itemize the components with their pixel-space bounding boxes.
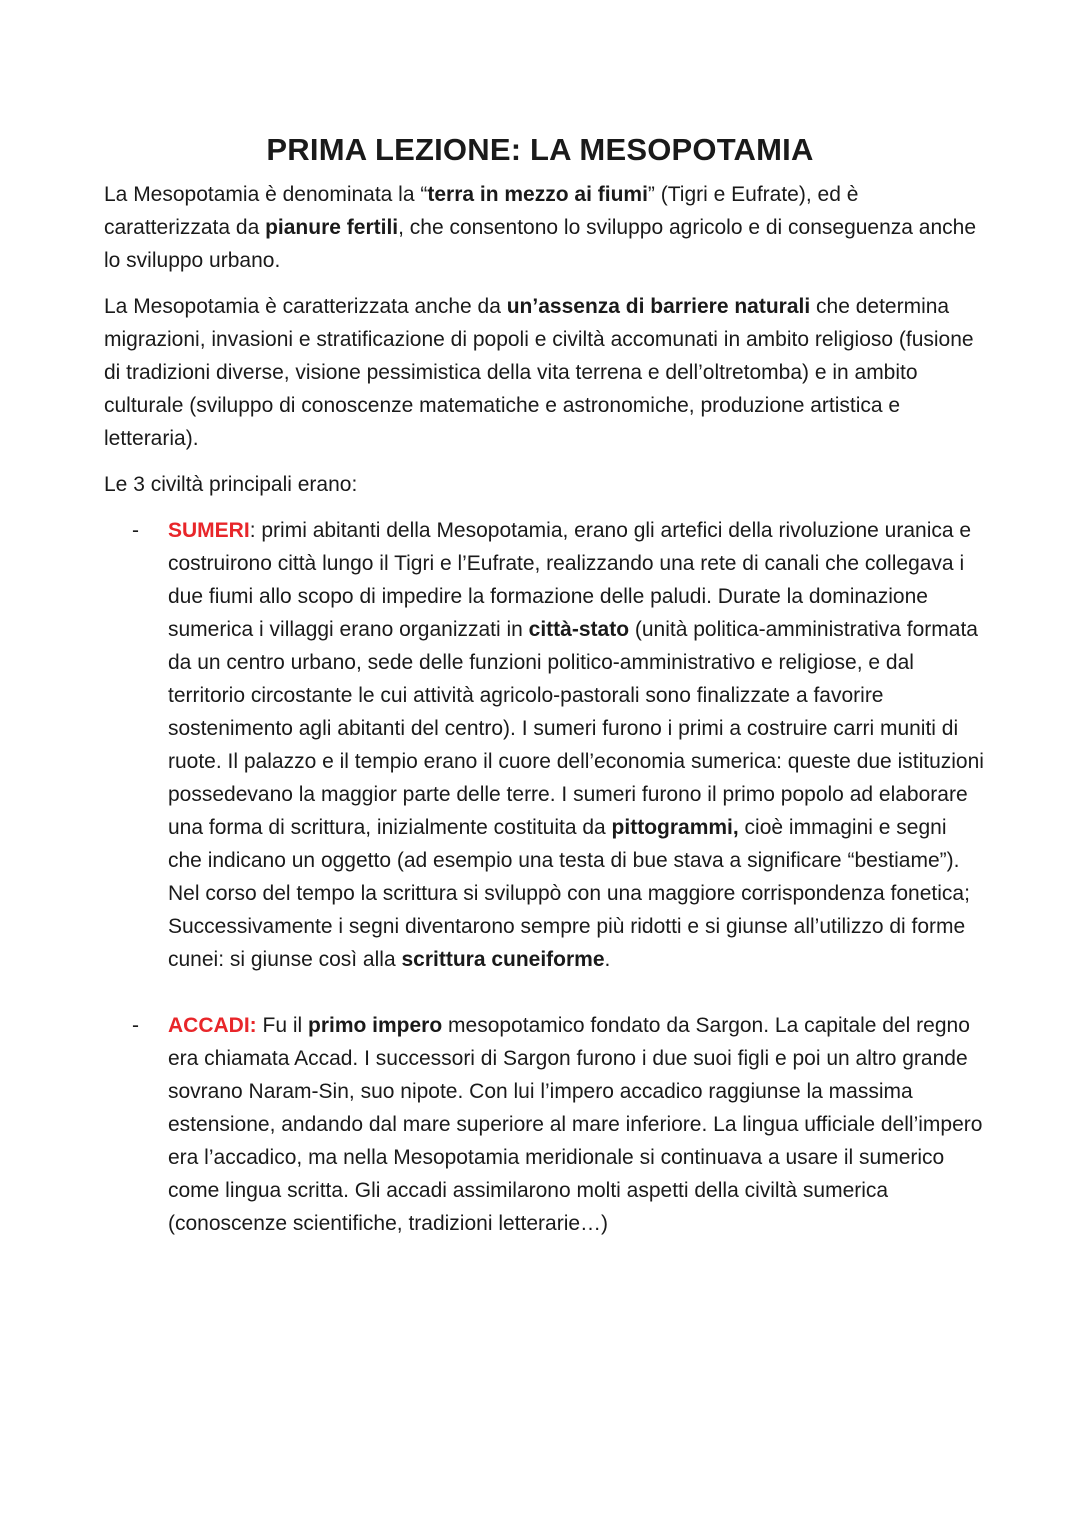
text-run: La Mesopotamia è caratterizzata anche da xyxy=(104,295,507,318)
text-run: ” (Tigri e Eufrate), ed è caratterizzata da xyxy=(104,183,859,239)
text-run: cioè immagini e segni che indicano un oggetto (ad esempio una testa di bue stava a significare “bestiame”). Nel corso del tempo la scrittura si sviluppò con una maggiore corrispondenza fonetica; Successivamente i segni diventarono sempre più ridotti e si giunse all’utilizzo di forme cunei: si giunse così alla xyxy=(168,816,970,971)
paragraph-intro-geography xyxy=(104,178,984,277)
bold-term: terra in mezzo ai fiumi xyxy=(427,183,648,206)
page-title: PRIMA LEZIONE: LA MESOPOTAMIA xyxy=(266,132,814,167)
bullet-dash: - xyxy=(132,519,139,542)
civilization-name: ACCADI: xyxy=(168,1014,257,1037)
text-run: (unità politica-amministrativa formata da un centro urbano, sede delle funzioni politico-amministrativo e religiose, e dal territorio circostante le cui attività agricolo-pastorali sono finalizzate a favorire sostenimento agli abitanti del centro). I sumeri furono i primi a costruire carri muniti di ruote. Il palazzo e il tempio erano il cuore dell’economia sumerica: queste due istituzioni possedevano la maggior parte delle terre. I sumeri furono il primo popolo ad elaborare una forma di scrittura, inizialmente costituita da xyxy=(168,618,984,839)
civilizations-list xyxy=(104,514,984,1240)
bullet-dash: - xyxy=(132,1014,139,1037)
civilization-name: SUMERI xyxy=(168,519,250,542)
bold-term: città-stato xyxy=(528,618,630,641)
document-page xyxy=(104,132,984,1240)
paragraph-barriers xyxy=(104,290,984,455)
bold-term: pittogrammi, xyxy=(611,816,739,839)
list-item-accadi xyxy=(102,1009,984,1240)
text-run: mesopotamico fondato da Sargon. La capitale del regno era chiamata Accad. I successori di Sargon furono i due suoi figli e poi un altro grande sovrano Naram-Sin, suo nipote. Con lui l’impero accadico raggiunse la massima estensione, andando dal mare superiore al mare inferiore. La lingua ufficiale dell’impero era l’accadico, ma nella Mesopotamia meridionale si continuava a usare il sumerico come lingua scritta. Gli accadi assimilarono molti aspetti della civiltà sumerica (conoscenze scientifiche, tradizioni letterarie…) xyxy=(168,1014,983,1235)
list-item-sumeri xyxy=(102,514,984,976)
bold-term: primo impero xyxy=(308,1014,443,1037)
text-run: che determina migrazioni, invasioni e stratificazione di popoli e civiltà accomunati in ambito religioso (fusione di tradizioni diverse, visione pessimistica della vita terrena e dell’oltretomba) e in ambito culturale (sviluppo di conoscenze matematiche e astronomiche, produzione artistica e letteraria). xyxy=(104,295,974,450)
bold-term: pianure fertili xyxy=(265,216,399,239)
text-run: : primi abitanti della Mesopotamia, erano gli artefici della rivoluzione uranica e costruirono città lungo il Tigri e l’Eufrate, realizzando una rete di canali che collegava i due fiumi allo scopo di impedire la formazione delle paludi. Durate la dominazione sumerica i villaggi erano organizzati in xyxy=(168,519,972,641)
text-run: , che consentono lo sviluppo agricolo e di conseguenza anche lo sviluppo urbano. xyxy=(104,216,977,272)
bold-term: un’assenza di barriere naturali xyxy=(506,295,811,318)
paragraph-civilizations-intro: Le 3 civiltà principali erano: xyxy=(104,473,358,496)
text-run: La Mesopotamia è denominata la “ xyxy=(104,183,428,206)
bold-term: scrittura cuneiforme xyxy=(401,948,605,971)
text-run: . xyxy=(604,948,611,971)
text-run: Fu il xyxy=(256,1014,308,1037)
